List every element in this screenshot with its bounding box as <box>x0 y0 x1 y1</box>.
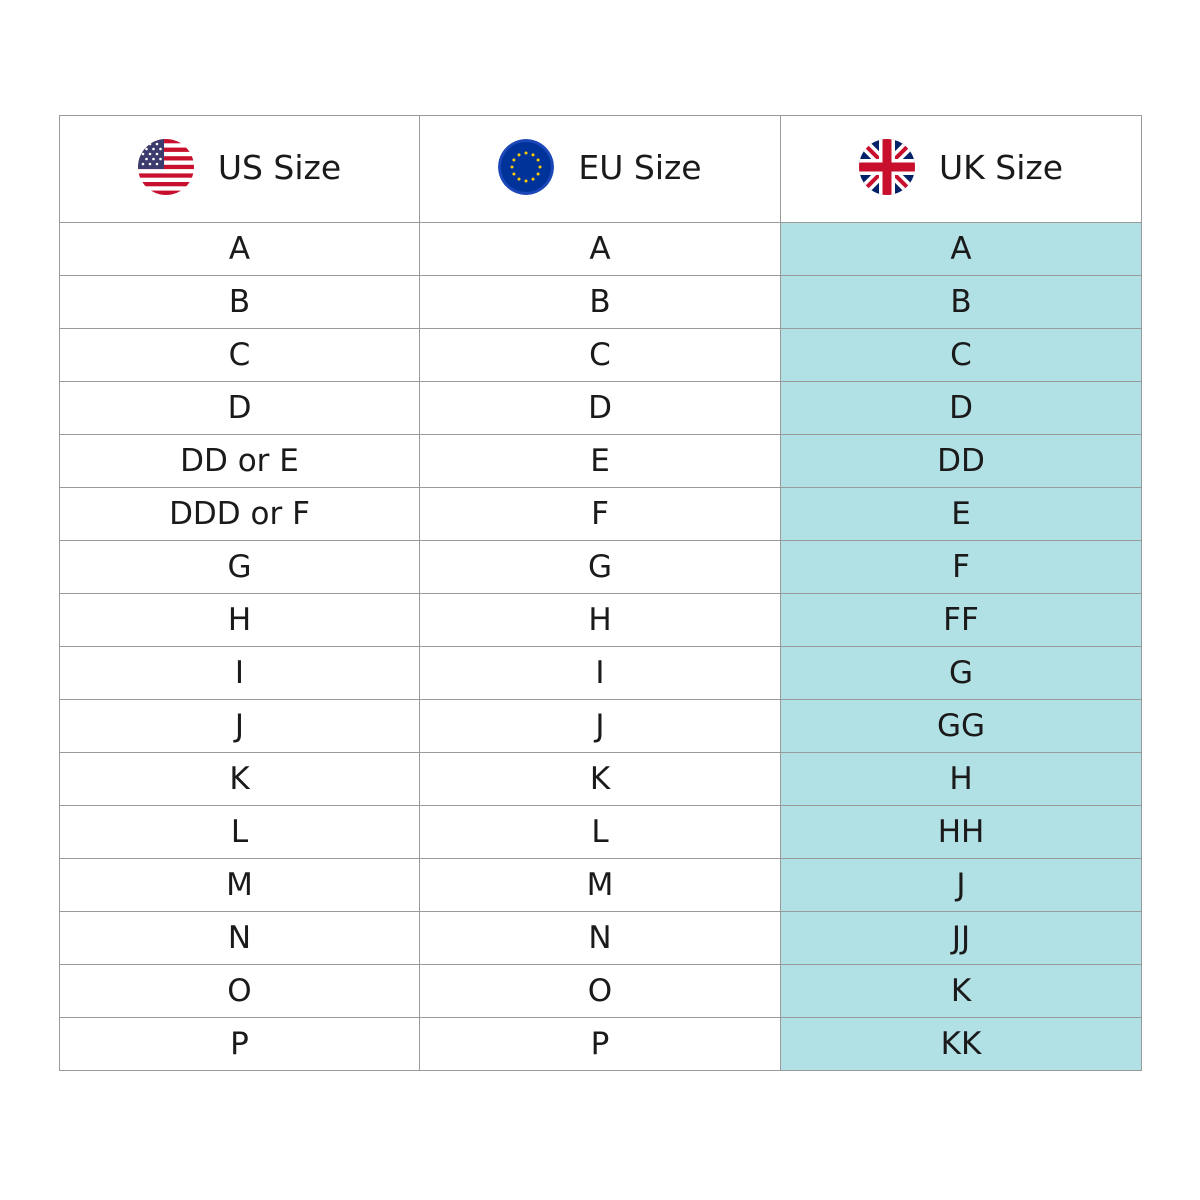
header-uk <box>781 116 1142 223</box>
table-row <box>60 1018 1142 1071</box>
table-row <box>60 594 1142 647</box>
eu-size-cell: J <box>420 700 781 753</box>
table-row <box>60 276 1142 329</box>
eu-size-cell: B <box>420 276 781 329</box>
table-row <box>60 912 1142 965</box>
header-us <box>60 116 420 223</box>
uk-size-cell: FF <box>781 594 1142 647</box>
eu-size-cell: L <box>420 806 781 859</box>
table-row <box>60 965 1142 1018</box>
table-row <box>60 753 1142 806</box>
eu-size-cell: C <box>420 329 781 382</box>
table-row <box>60 806 1142 859</box>
eu-size-cell: G <box>420 541 781 594</box>
us-size-cell: C <box>60 329 420 382</box>
eu-size-cell: F <box>420 488 781 541</box>
table-row <box>60 541 1142 594</box>
uk-size-cell: KK <box>781 1018 1142 1071</box>
us-size-cell: DD or E <box>60 435 420 488</box>
eu-size-cell: O <box>420 965 781 1018</box>
us-flag-icon <box>138 139 194 195</box>
uk-size-cell: A <box>781 223 1142 276</box>
us-size-cell: K <box>60 753 420 806</box>
eu-size-cell: K <box>420 753 781 806</box>
uk-size-cell: J <box>781 859 1142 912</box>
eu-size-cell: A <box>420 223 781 276</box>
uk-size-cell: B <box>781 276 1142 329</box>
table-row <box>60 488 1142 541</box>
header-uk-label: UK Size <box>938 147 1064 187</box>
header-eu <box>420 116 781 223</box>
uk-size-cell: C <box>781 329 1142 382</box>
us-size-cell: A <box>60 223 420 276</box>
uk-size-cell: K <box>781 965 1142 1018</box>
eu-size-cell: P <box>420 1018 781 1071</box>
table-row <box>60 329 1142 382</box>
uk-size-cell: DD <box>781 435 1142 488</box>
us-size-cell: H <box>60 594 420 647</box>
us-size-cell: DDD or F <box>60 488 420 541</box>
eu-size-cell: H <box>420 594 781 647</box>
us-size-cell: J <box>60 700 420 753</box>
uk-size-cell: D <box>781 382 1142 435</box>
table-row <box>60 647 1142 700</box>
table-row <box>60 700 1142 753</box>
eu-size-cell: I <box>420 647 781 700</box>
table-row <box>60 859 1142 912</box>
uk-size-cell: HH <box>781 806 1142 859</box>
eu-size-cell: M <box>420 859 781 912</box>
us-size-cell: B <box>60 276 420 329</box>
us-size-cell: G <box>60 541 420 594</box>
header-row <box>60 116 1142 223</box>
uk-size-cell: G <box>781 647 1142 700</box>
header-eu-label: EU Size <box>578 147 702 187</box>
uk-size-cell: GG <box>781 700 1142 753</box>
us-size-cell: P <box>60 1018 420 1071</box>
eu-size-cell: N <box>420 912 781 965</box>
us-size-cell: D <box>60 382 420 435</box>
uk-size-cell: F <box>781 541 1142 594</box>
eu-size-cell: D <box>420 382 781 435</box>
uk-size-cell: JJ <box>781 912 1142 965</box>
uk-size-cell: H <box>781 753 1142 806</box>
uk-flag-icon <box>859 139 915 195</box>
us-size-cell: N <box>60 912 420 965</box>
us-size-cell: O <box>60 965 420 1018</box>
uk-size-cell: E <box>781 488 1142 541</box>
eu-size-cell: E <box>420 435 781 488</box>
us-size-cell: I <box>60 647 420 700</box>
header-us-label: US Size <box>217 147 342 187</box>
us-size-cell: L <box>60 806 420 859</box>
table-row <box>60 382 1142 435</box>
bra-size-conversion-table <box>59 115 1142 1071</box>
eu-flag-icon <box>498 139 554 195</box>
table-row <box>60 435 1142 488</box>
us-size-cell: M <box>60 859 420 912</box>
table-row <box>60 223 1142 276</box>
